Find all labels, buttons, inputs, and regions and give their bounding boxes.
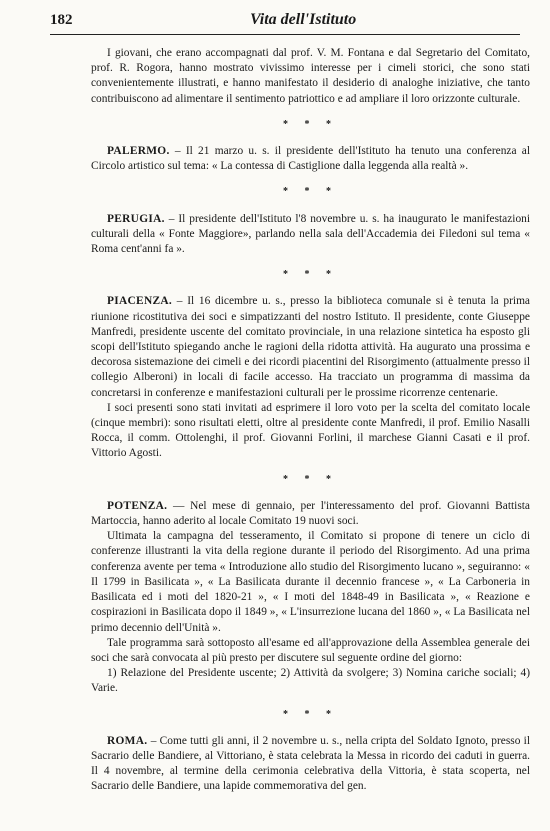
piacenza-heading: PIACENZA. bbox=[107, 295, 173, 308]
roma-text: – Come tutti gli anni, il 2 novembre u. s., nella cripta del Soldato Ignoto, presso il Sacrario delle Bandiere, al Vittoriano, è stata celebrata la Messa in ricordo dei caduti in guerra. Il 4 novembre, al termine della cerimonia celebrativa della Vittoria, è stata scoperta, nel Sacrario delle Bandiere, una lapide commemorativa del gen. bbox=[91, 734, 530, 793]
piacenza-paragraph-2: I soci presenti sono stati invitati ad esprimere il loro voto per la scelta del comitato locale (cinque membri): sono risultati eletti, oltre al presidente conte Manfredi, il prof. Emilio Nasalli Rocca, il comm. Ottolenghi, il prof. Giovanni Forlini, il marchese Gianni Casati e il prof. Vittorio Agosti. bbox=[91, 401, 530, 460]
perugia-text: – Il presidente dell'Istituto l'8 novembre u. s. ha inaugurato le manifestazioni culturali della « Fonte Maggiore», parlando nella sala dell'Accademia dei Filedoni sul tema « Roma cent'anni fa ». bbox=[91, 212, 530, 256]
potenza-paragraph-3: Tale programma sarà sottoposto all'esame ed all'approvazione della Assemblea generale dei soci che sarà convocata al più presto per discutere sul seguente ordine del giorno: bbox=[91, 636, 530, 664]
potenza-text: — Nel mese di gennaio, per l'interessamento del prof. Giovanni Battista Martoccia, hanno aderito al locale Comitato 19 nuovi soci. bbox=[91, 499, 530, 528]
section-separator: * * * bbox=[283, 473, 338, 485]
page-number: 182 bbox=[50, 12, 73, 28]
intro-paragraph: I giovani, che erano accompagnati dal prof. V. M. Fontana e dal Segretario del Comitato, prof. R. Rogora, hanno mostrato vivissimo interesse per i cimeli storici, che sono stati convenientemente illustrati, e hanno manifestato il desiderio di analoghe iniziative, che tanto contribuiscono ad alimentare il sentimento patriottico e ad ampliare il loro orizzonte culturale. bbox=[91, 47, 530, 105]
document-body bbox=[91, 46, 530, 795]
potenza-agenda: 1) Relazione del Presidente uscente; 2) Attività da svolgere; 3) Nomina cariche sociali; 4) Varie. bbox=[91, 667, 530, 695]
piacenza-paragraph bbox=[91, 294, 530, 400]
section-separator: * * * bbox=[283, 118, 338, 130]
section-separator: * * * bbox=[283, 186, 338, 198]
section-separator: * * * bbox=[283, 708, 338, 720]
palermo-text: – Il 21 marzo u. s. il presidente dell'Istituto ha tenuto una conferenza al Circolo artistico sul tema: « La contessa di Castiglione dalla leggenda alla realtà ». bbox=[91, 145, 530, 173]
potenza-paragraph-2: Ultimata la campagna del tesseramento, il Comitato si propone di tenere un ciclo di conferenze illustranti la vita della regione durante il periodo del Risorgimento. Ad una prima conferenza avente per tema « Introduzione allo studio del Risorgimento lucano », seguiranno: « Il 1799 in Basilicata », « La Basilicata durante il decennio francese », « La Carboneria in Basilicata ed i moti del 1820-21 », « I moti del 1848-49 in Basilicata », « Reazione e cospirazioni in Basilicata dopo il 1849 », « L'insurrezione lucana del 1860 », « La Basilicata nel primo decennio dell'Unità ». bbox=[91, 530, 530, 634]
palermo-paragraph bbox=[91, 144, 530, 174]
palermo-heading: PALERMO. bbox=[107, 145, 170, 158]
piacenza-text: – Il 16 dicembre u. s., presso la biblioteca comunale si è tenuta la prima riunione ricostitutiva dei soci e simpatizzanti del nostro Istituto. Il presidente, conte Giuseppe Manfredi, presidente uscente del comitato provinciale, in una relazione sintetica ha esposto gli scopi dell'Istituto spiegando anche le ragioni della ridotta attività. Ha augurato una prossima e decorosa sistemazione dei cimeli e dei ricordi piacentini del Risorgimento (attualmente presso il collegio Alberoni) in locali di facile accesso. Ha tracciato un programma di massima da concretarsi in conferenze e manifestazioni culturali per le prossime ricorrenze centenarie. bbox=[91, 295, 530, 399]
potenza-paragraph bbox=[91, 499, 530, 529]
perugia-paragraph bbox=[91, 212, 530, 258]
roma-paragraph bbox=[91, 734, 530, 795]
potenza-heading: POTENZA. bbox=[107, 499, 168, 512]
page-header bbox=[50, 8, 520, 35]
running-title: Vita dell'Istituto bbox=[250, 11, 357, 28]
section-separator: * * * bbox=[283, 269, 338, 281]
perugia-heading: PERUGIA. bbox=[107, 212, 165, 225]
roma-heading: ROMA. bbox=[107, 734, 148, 747]
